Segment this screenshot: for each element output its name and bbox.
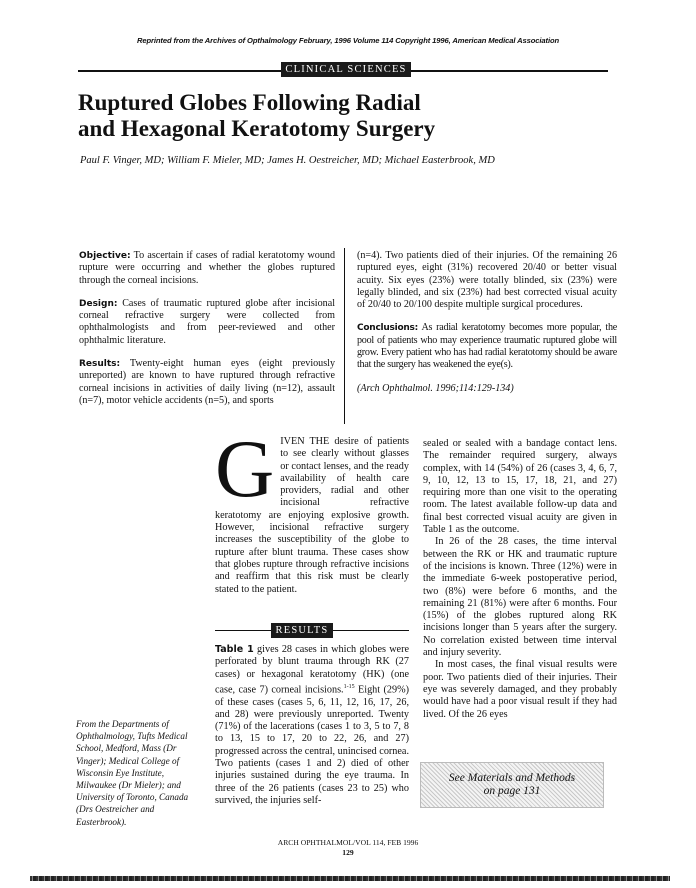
scan-edge-band — [30, 876, 670, 881]
abstract-results — [79, 358, 335, 407]
see-box-line-2: on page 131 — [483, 785, 541, 797]
right-paragraph-2: In 26 of the 28 cases, the time interval between the RK or HK and traumatic rupture of the incisions is known. Three (12%) were in the immediate 6-week postoperative period, two (8%) were before 6 months, and the remaining 21 (81%) were after 6 months. Four (15%) of the globes ruptured along RK incisions longer than 5 years after the surgery. No correlation existed between time interval and injury severity. — [423, 536, 617, 659]
conclusions-label: Conclusions: — [357, 323, 419, 334]
intro-paragraph — [215, 423, 409, 596]
body-right-column — [423, 438, 617, 721]
results-citation: 1-15 — [343, 683, 355, 690]
author-list: Paul F. Vinger, MD; William F. Mieler, MD; James H. Oestreicher, MD; Michael Easterbrook, MD — [80, 155, 495, 166]
page-footer — [0, 838, 696, 858]
design-text: Cases of traumatic ruptured globe after incisional corneal refractive surgery were collected from ophthalmologists and from peer-reviewed and other ophthalmic literature. — [79, 297, 335, 346]
abstract-results-continued: (n=4). Two patients died of their injuries. Of the remaining 26 ruptured eyes, eight (31%) recovered 20/40 or better visual acuity. Six eyes (23%) were totally blinded, six (23%) were legally blinded, and six (23%) had best corrected visual acuity of 20/40 to 20/100 despite multiple surgical procedures. — [357, 250, 617, 311]
body-middle-column — [215, 423, 409, 596]
results-text-2: Eight (29%) of these cases (cases 5, 6, 11, 12, 16, 17, 26, and 28) were previously unreported. Twenty (71%) of the lacerations (cases 1 to 3, 5 to 7, 8 to 13, 15 to 17, 20 to 22, 26, and 27) progressed across the central, unincised cornea. Two patients (cases 1 and 2) died of other injuries sustained during the eye trauma. In three of the 26 patients (cases 23 to 25) who survived, the injuries self- — [215, 684, 409, 806]
conclusions-text: As radial keratotomy becomes more popular, the pool of patients who may experience traumatic ruptured globe will grow. Every patient who has had radial keratotomy should be aware that the surgery has weakened the eye(s). — [357, 322, 617, 371]
author-affiliations: From the Departments of Ophthalmology, Tufts Medical School, Medford, Mass (Dr Vinger); Medical College of Wisconsin Eye Institute, Milwaukee (Dr Mieler); and University of Toronto, Canada (Drs Oestreicher and Easterbrook). — [76, 719, 189, 827]
page-number: 129 — [342, 848, 354, 857]
title-line-2: and Hexagonal Keratotomy Surgery — [78, 116, 436, 141]
results-paragraph — [215, 644, 409, 807]
intro-text: desire of patients to see clearly without glasses or contact lenses, and the ready availability of health care providers, radial and other incisional refractive keratotomy are enjoying explosive growth. However, incisional refractive surgery increases the susceptibility of the globe to rupture after blunt trauma. These cases show that globes rupture through refractive incisions and reaffirm that this risk must be clearly stated to the patient. — [215, 436, 409, 595]
right-paragraph-3: In most cases, the final visual results were poor. Two patients died of their injuries. Their eye was severely damaged, and they probably would have had a poor visual result if they had lived. Of the 26 eyes — [423, 659, 617, 720]
results-heading: RESULTS — [271, 623, 333, 638]
results-text: Twenty-eight human eyes (eight previously unreported) are known to have ruptured through refractive corneal incisions in activities of daily living (n=12), assault (n=7), motor vehicle accidents (n=5), and sports — [79, 358, 335, 406]
see-box-line-1: See Materials and Methods — [448, 772, 576, 784]
title-line-1: Ruptured Globes Following Radial — [78, 90, 421, 115]
abstract-right-column — [357, 250, 617, 406]
results-text-1: gives 28 cases in which globes were perforated by blunt trauma through RK (27 cases) or hexagonal keratotomy (HK) (one case, case 7) corneal incisions. — [215, 644, 409, 696]
drop-cap: G — [215, 423, 275, 514]
header-rule-right — [411, 70, 608, 72]
right-paragraph-1: sealed or sealed with a bandage contact lens. The remainder required surgery, always complex, with 14 (54%) of 26 (cases 3, 4, 6, 7, 9, 10, 12, 13 to 15, 17, 18, 21, and 27) requiring more than one visit to the operating room. The latest available follow-up data and final best corrected visual acuity are given in Table 1 as the outcome. — [423, 438, 617, 536]
results-rule-left — [215, 630, 271, 631]
objective-text: To ascertain if cases of radial keratotomy wound rupture were occurring and whether the globes ruptured through the corneal incisions. — [79, 250, 335, 286]
abstract-objective — [79, 250, 335, 287]
table-1-reference: Table 1 — [215, 644, 254, 655]
abstract-conclusions — [357, 322, 617, 371]
abstract-design — [79, 298, 335, 347]
abstract-left-column — [79, 250, 335, 418]
objective-label: Objective: — [79, 251, 131, 261]
reprint-line: Reprinted from the Archives of Opthalmology February, 1996 Volume 114 Copyright 1996, American Medical Association — [136, 36, 560, 45]
intro-lead-in: IVEN THE — [280, 436, 330, 447]
results-rule-right — [333, 630, 409, 631]
citation: (Arch Ophthalmol. 1996;114:129-134) — [357, 382, 514, 394]
results-label: Results: — [79, 359, 121, 370]
see-materials-box — [420, 762, 604, 808]
article-title — [78, 90, 638, 142]
header-rule-left — [78, 70, 281, 72]
section-label: CLINICAL SCIENCES — [281, 62, 411, 77]
footer-journal: ARCH OPHTHALMOL/VOL 114, FEB 1996 — [277, 838, 419, 847]
design-label: Design: — [79, 298, 118, 309]
results-column — [215, 644, 409, 807]
abstract-divider — [344, 248, 345, 424]
